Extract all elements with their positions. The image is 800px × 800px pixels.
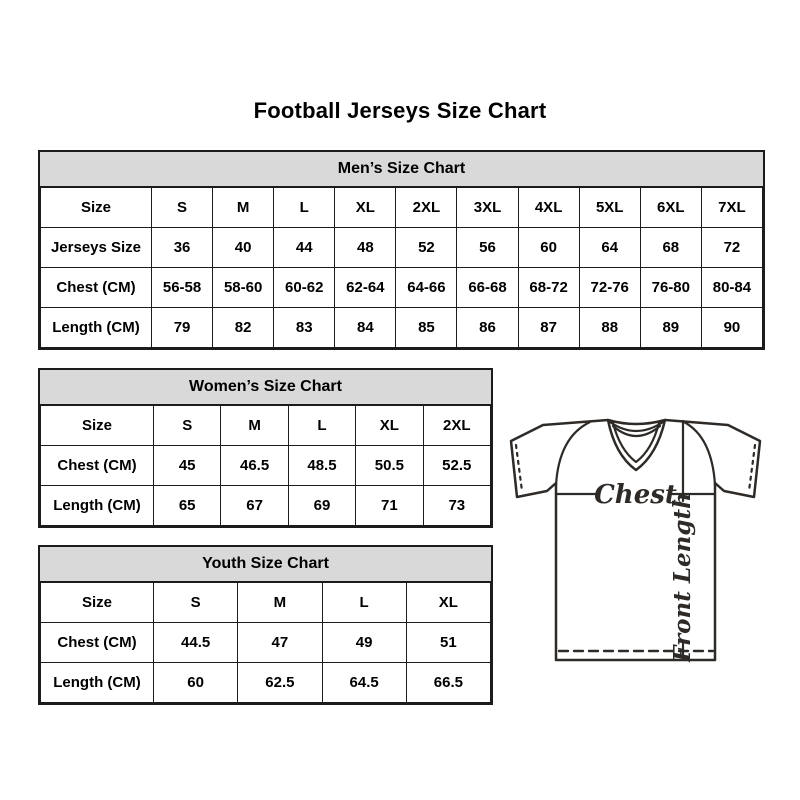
- table-row: [41, 268, 763, 308]
- table-row: [41, 308, 763, 348]
- table-row: [41, 406, 491, 446]
- table-cell: 64-66: [396, 268, 457, 308]
- table-cell: Length (CM): [41, 486, 154, 526]
- youth-size-chart-title: Youth Size Chart: [40, 547, 491, 582]
- table-cell: Size: [41, 583, 154, 623]
- mens-size-chart-title: Men’s Size Chart: [40, 152, 763, 187]
- table-cell: 52: [396, 228, 457, 268]
- table-cell: Chest (CM): [41, 623, 154, 663]
- table-cell: 40: [213, 228, 274, 268]
- table-cell: 6XL: [640, 188, 701, 228]
- table-cell: 83: [274, 308, 335, 348]
- mens-size-chart-grid: [40, 187, 763, 348]
- table-cell: M: [221, 406, 288, 446]
- table-cell: Jerseys Size: [41, 228, 152, 268]
- table-cell: 68-72: [518, 268, 579, 308]
- table-cell: 56: [457, 228, 518, 268]
- table-row: [41, 663, 491, 703]
- table-cell: 72: [701, 228, 762, 268]
- table-row: [41, 623, 491, 663]
- table-cell: 73: [423, 486, 490, 526]
- table-cell: 85: [396, 308, 457, 348]
- table-cell: 69: [288, 486, 355, 526]
- table-cell: 62-64: [335, 268, 396, 308]
- front-length-measure-label: Front Length: [669, 492, 696, 662]
- table-cell: 52.5: [423, 446, 490, 486]
- table-row: [41, 486, 491, 526]
- table-cell: 50.5: [356, 446, 423, 486]
- table-cell: S: [152, 188, 213, 228]
- table-cell: 89: [640, 308, 701, 348]
- jersey-outline: [511, 420, 760, 660]
- table-cell: 64: [579, 228, 640, 268]
- mens-size-chart-table: [38, 150, 765, 350]
- table-cell: 3XL: [457, 188, 518, 228]
- womens-size-chart-title: Women’s Size Chart: [40, 370, 491, 405]
- table-cell: 66-68: [457, 268, 518, 308]
- table-cell: 80-84: [701, 268, 762, 308]
- table-cell: Size: [41, 188, 152, 228]
- table-cell: 88: [579, 308, 640, 348]
- table-cell: XL: [356, 406, 423, 446]
- table-cell: 2XL: [423, 406, 490, 446]
- table-cell: 76-80: [640, 268, 701, 308]
- table-cell: 84: [335, 308, 396, 348]
- table-cell: 45: [154, 446, 221, 486]
- table-cell: 66.5: [406, 663, 490, 703]
- table-cell: 51: [406, 623, 490, 663]
- table-cell: 90: [701, 308, 762, 348]
- table-cell: 48.5: [288, 446, 355, 486]
- table-cell: Size: [41, 406, 154, 446]
- table-cell: 2XL: [396, 188, 457, 228]
- table-cell: S: [154, 583, 238, 623]
- table-cell: 48: [335, 228, 396, 268]
- table-cell: 49: [322, 623, 406, 663]
- table-cell: Chest (CM): [41, 446, 154, 486]
- table-row: [41, 446, 491, 486]
- table-cell: 64.5: [322, 663, 406, 703]
- table-cell: L: [288, 406, 355, 446]
- table-cell: 60-62: [274, 268, 335, 308]
- table-cell: 79: [152, 308, 213, 348]
- table-cell: 60: [518, 228, 579, 268]
- table-cell: 7XL: [701, 188, 762, 228]
- table-cell: L: [274, 188, 335, 228]
- table-cell: 60: [154, 663, 238, 703]
- chest-measure-label: Chest: [594, 480, 677, 510]
- table-cell: Length (CM): [41, 308, 152, 348]
- youth-size-chart-table: [38, 545, 493, 705]
- table-cell: 86: [457, 308, 518, 348]
- table-cell: XL: [335, 188, 396, 228]
- table-cell: 82: [213, 308, 274, 348]
- table-cell: Chest (CM): [41, 268, 152, 308]
- table-cell: 65: [154, 486, 221, 526]
- table-row: [41, 188, 763, 228]
- table-cell: 47: [238, 623, 322, 663]
- youth-size-chart-grid: [40, 582, 491, 703]
- jersey-diagram-icon: [503, 413, 777, 667]
- table-cell: L: [322, 583, 406, 623]
- table-cell: 67: [221, 486, 288, 526]
- table-row: [41, 583, 491, 623]
- page-title: Football Jerseys Size Chart: [253, 98, 547, 123]
- table-cell: 62.5: [238, 663, 322, 703]
- womens-size-chart-grid: [40, 405, 491, 526]
- table-cell: 56-58: [152, 268, 213, 308]
- table-cell: S: [154, 406, 221, 446]
- table-cell: 44: [274, 228, 335, 268]
- table-cell: 68: [640, 228, 701, 268]
- jersey-measurement-diagram: [503, 413, 777, 667]
- table-cell: 71: [356, 486, 423, 526]
- table-cell: 46.5: [221, 446, 288, 486]
- table-cell: 87: [518, 308, 579, 348]
- table-cell: 36: [152, 228, 213, 268]
- table-cell: M: [238, 583, 322, 623]
- table-cell: XL: [406, 583, 490, 623]
- table-cell: 58-60: [213, 268, 274, 308]
- table-row: [41, 228, 763, 268]
- table-cell: 44.5: [154, 623, 238, 663]
- table-cell: M: [213, 188, 274, 228]
- womens-size-chart-table: [38, 368, 493, 528]
- table-cell: 4XL: [518, 188, 579, 228]
- table-cell: Length (CM): [41, 663, 154, 703]
- table-cell: 72-76: [579, 268, 640, 308]
- table-cell: 5XL: [579, 188, 640, 228]
